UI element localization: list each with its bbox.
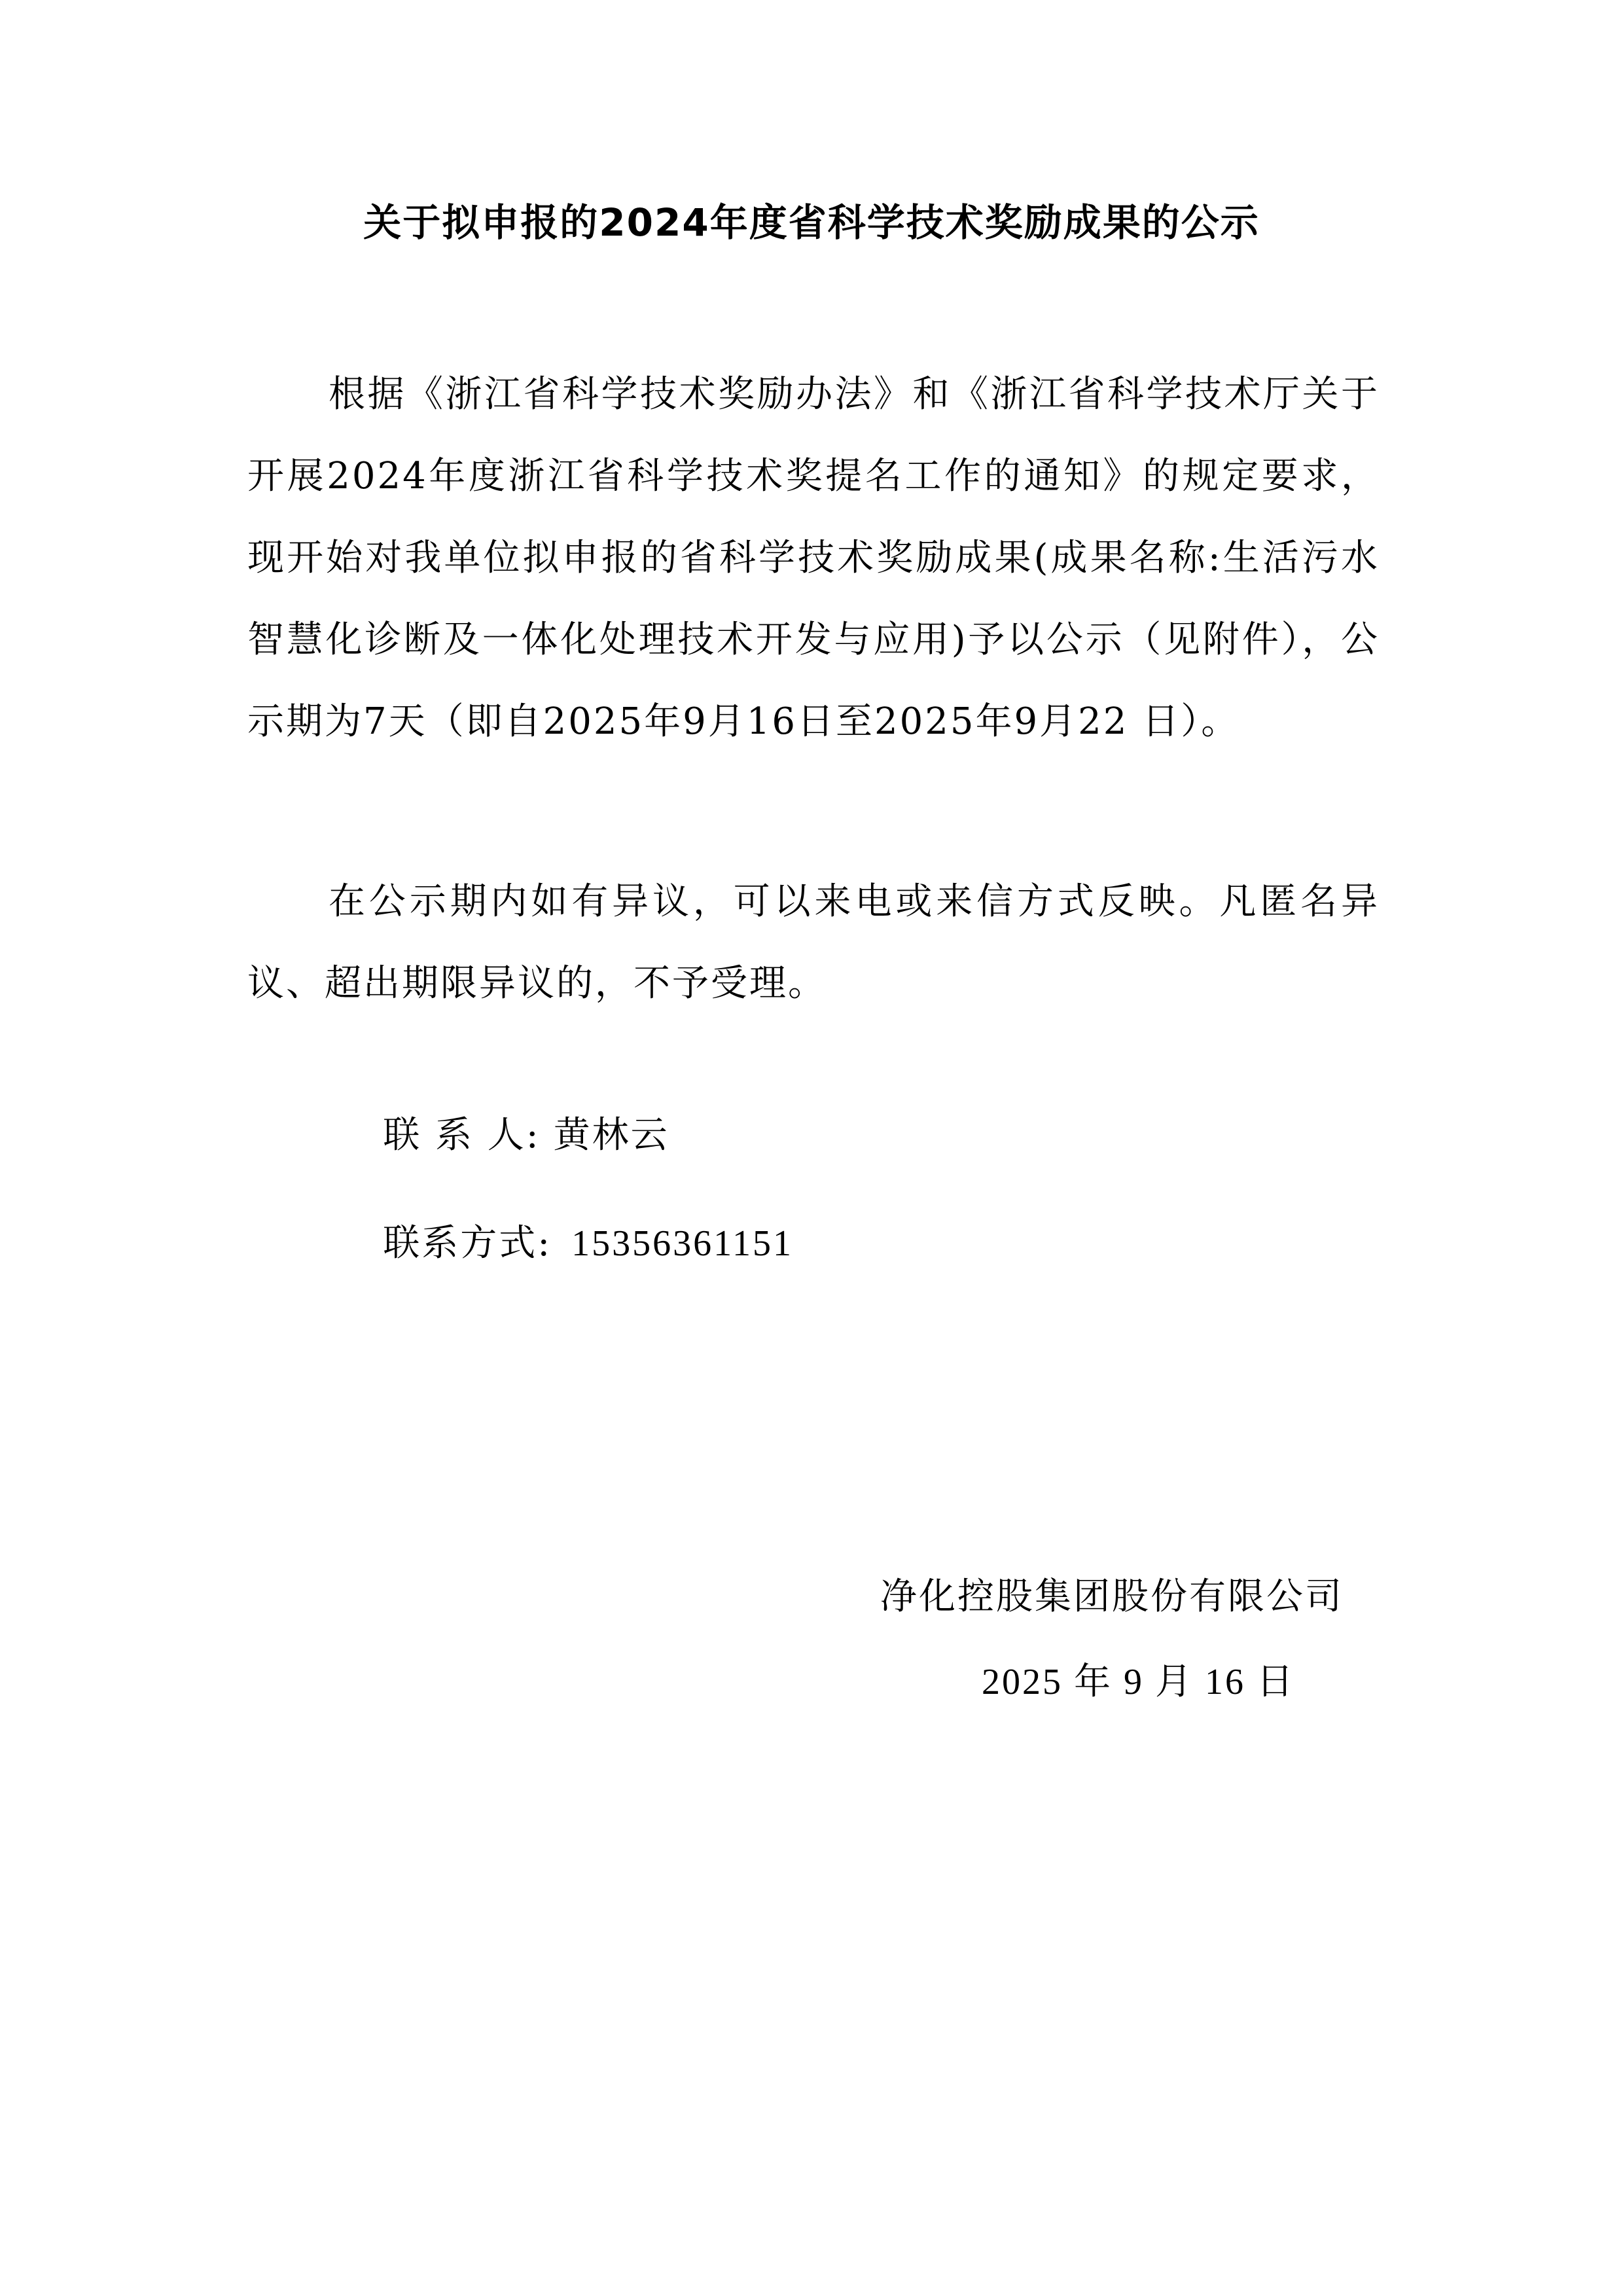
notice-paragraph-1: 根据《浙江省科学技术奖励办法》和《浙江省科学技术厅关于开展2024年度浙江省科学技术奖提名工作的通知》的规定要求，现开始对我单位拟申报的省科学技术奖励成果(成果名称:生活污水智慧化诊断及一体化处理技术开发与应用)予以公示（见附件），公示期为7天（即自2025年9月16日至2025年9月22 日）。 — [247, 373, 1380, 743]
contact-phone-line — [329, 1165, 793, 1322]
contact-person-name: 黄林云 — [553, 1114, 669, 1157]
document-title: 关于拟申报的2024年度省科学技术奖励成果的公示 — [363, 200, 1260, 245]
signature-date: 2025 年 9 月 16 日 — [982, 1662, 1295, 1702]
contact-person-label: 联 系 人: — [383, 1114, 541, 1157]
notice-paragraph-2-container — [247, 861, 1380, 1024]
contact-phone-label: 联系方式: — [383, 1222, 552, 1265]
signature-organization: 净化控股集团股份有限公司 — [880, 1575, 1344, 1618]
notice-paragraph-1-container — [247, 353, 1380, 762]
notice-paragraph-2: 在公示期内如有异议，可以来电或来信方式反映。凡匿名异议、超出期限异议的，不予受理。 — [247, 880, 1380, 1005]
contact-phone-number: 15356361151 — [571, 1223, 793, 1264]
